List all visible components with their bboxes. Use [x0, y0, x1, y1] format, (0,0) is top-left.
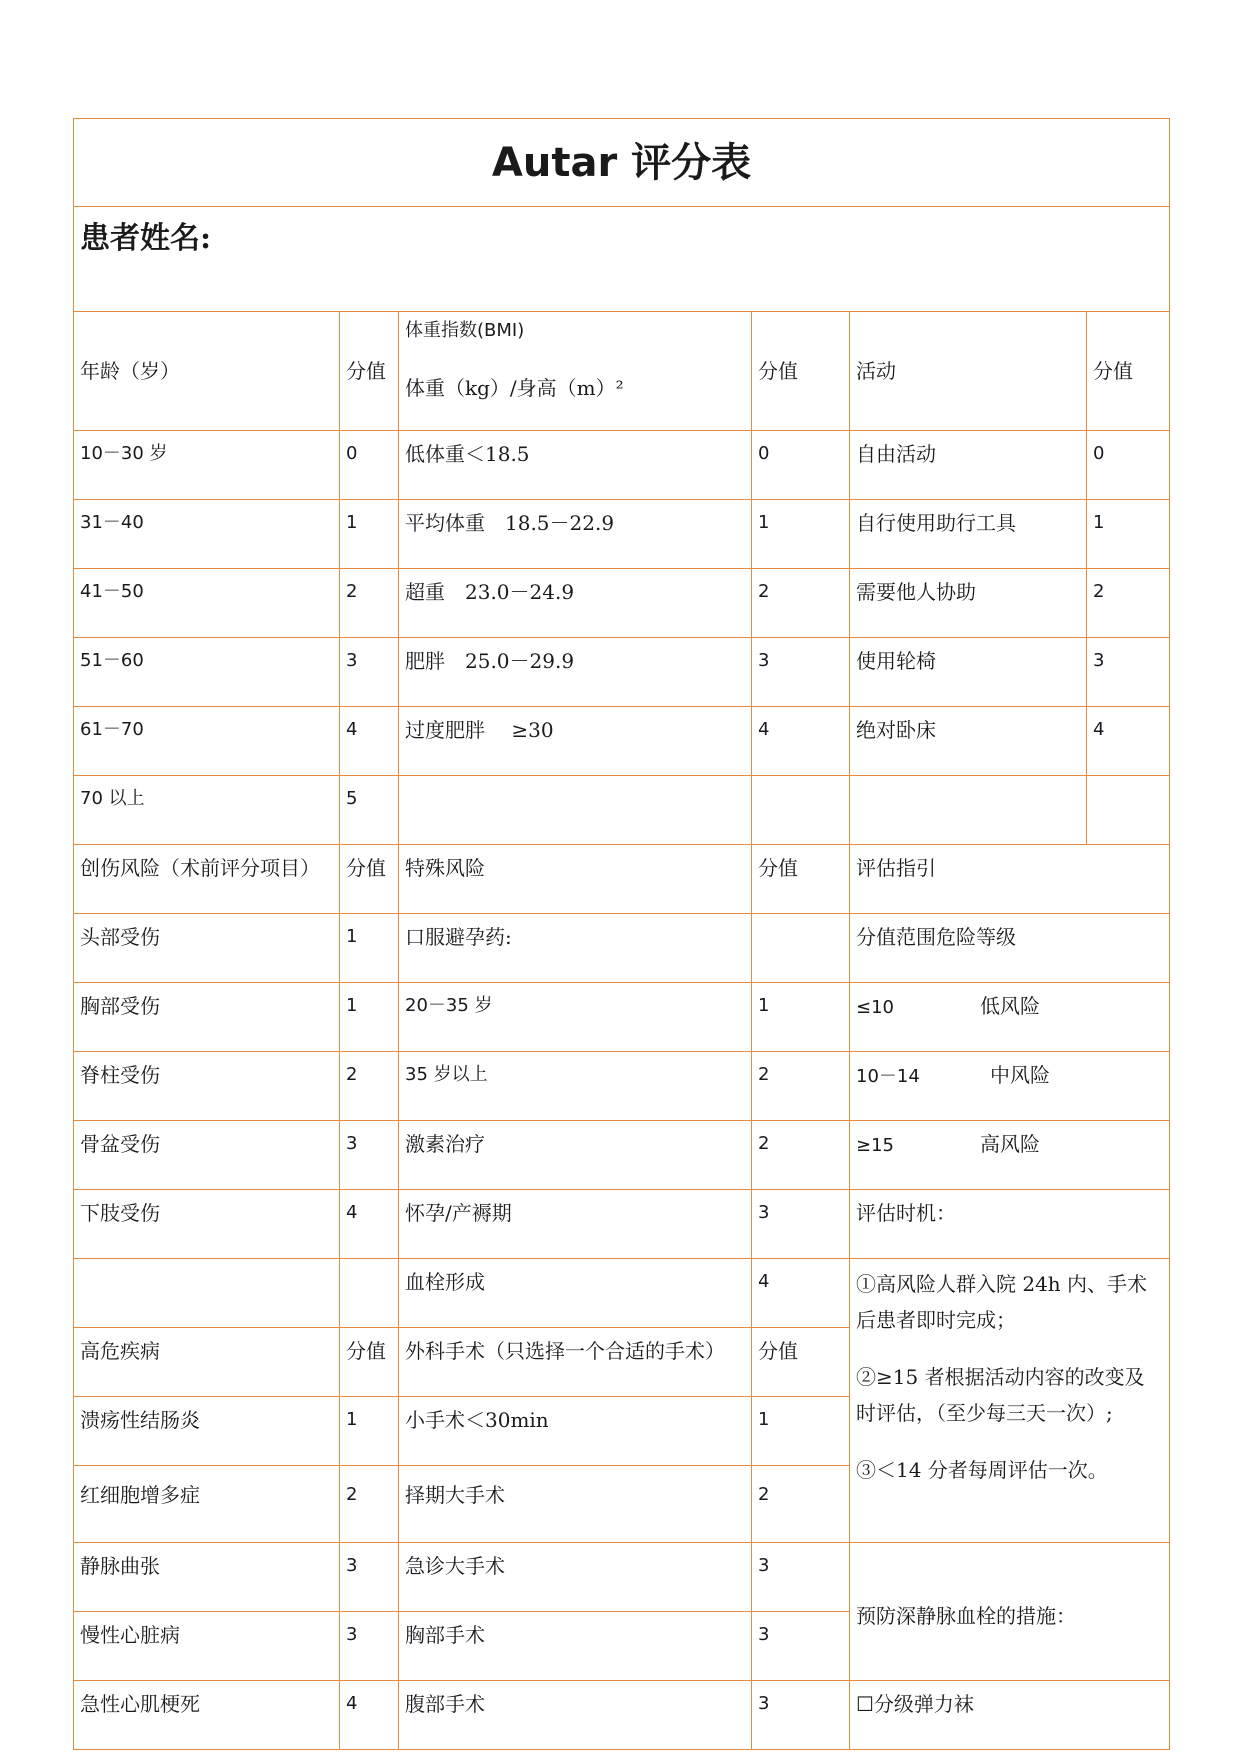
- trauma-item: 头部受伤: [74, 914, 340, 983]
- risk-level-row: [850, 1052, 1170, 1121]
- age-range: 70 以上: [74, 776, 340, 845]
- guide-range-header: 分值范围危险等级: [850, 914, 1170, 983]
- special-risk-score: 1: [752, 983, 850, 1052]
- special-risk-score: [752, 914, 850, 983]
- special-risk-item: 35 岁以上: [399, 1052, 752, 1121]
- age-range: 10－30 岁: [74, 431, 340, 500]
- age-header: 年龄（岁）: [74, 312, 340, 431]
- disease-score: 1: [340, 1397, 399, 1466]
- trauma-header: 创伤风险（术前评分项目）: [74, 845, 340, 914]
- age-range: 61－70: [74, 707, 340, 776]
- bmi-header-line1: 体重指数(BMI): [405, 320, 525, 341]
- risk-range: ≥15: [856, 1135, 894, 1156]
- disease-score-header: 分值: [340, 1328, 399, 1397]
- disease-score: 3: [340, 1612, 399, 1681]
- table-row: [74, 983, 1170, 1052]
- activity-level: 使用轮椅: [850, 638, 1087, 707]
- table-row: [74, 1259, 1170, 1328]
- trauma-score: 2: [340, 1052, 399, 1121]
- disease-item: 溃疡性结肠炎: [74, 1397, 340, 1466]
- activity-level: 自由活动: [850, 431, 1087, 500]
- activity-score: 4: [1087, 707, 1170, 776]
- disease-score: 3: [340, 1543, 399, 1612]
- table-row: [74, 638, 1170, 707]
- activity-level: [850, 776, 1087, 845]
- bmi-category: 平均体重 18.5－22.9: [399, 500, 752, 569]
- age-score: 2: [340, 569, 399, 638]
- activity-score: 1: [1087, 500, 1170, 569]
- surgery-item: 腹部手术: [399, 1681, 752, 1750]
- surgery-score: 2: [752, 1466, 850, 1543]
- special-risk-score: 3: [752, 1190, 850, 1259]
- trauma-item: 胸部受伤: [74, 983, 340, 1052]
- surgery-item: 择期大手术: [399, 1466, 752, 1543]
- surgery-item: 胸部手术: [399, 1612, 752, 1681]
- surgery-score-header: 分值: [752, 1328, 850, 1397]
- surgery-score: 3: [752, 1612, 850, 1681]
- age-score: 5: [340, 776, 399, 845]
- age-range: 31－40: [74, 500, 340, 569]
- disease-item: 急性心肌梗死: [74, 1681, 340, 1750]
- disease-item: 静脉曲张: [74, 1543, 340, 1612]
- timing-item: ②≥15 者根据活动内容的改变及时评估，（至少每三天一次）;: [856, 1365, 1145, 1425]
- prevention-item-stockings[interactable]: ☐分级弹力袜: [850, 1681, 1170, 1750]
- timing-item: ①高风险人群入院 24h 内、手术后患者即时完成；: [856, 1272, 1148, 1332]
- surgery-score: 3: [752, 1681, 850, 1750]
- bmi-score: 3: [752, 638, 850, 707]
- activity-score: [1087, 776, 1170, 845]
- disease-item: 红细胞增多症: [74, 1466, 340, 1543]
- activity-level: 自行使用助行工具: [850, 500, 1087, 569]
- bmi-score: 2: [752, 569, 850, 638]
- bmi-score: 4: [752, 707, 850, 776]
- bmi-header: [399, 312, 752, 431]
- table-row: [74, 569, 1170, 638]
- trauma-score: 1: [340, 914, 399, 983]
- trauma-score-empty: [340, 1259, 399, 1328]
- age-score: 4: [340, 707, 399, 776]
- trauma-item: 脊柱受伤: [74, 1052, 340, 1121]
- timing-item: ③＜14 分者每周评估一次。: [856, 1458, 1108, 1482]
- autar-score-sheet: [73, 118, 1169, 1750]
- trauma-item: 下肢受伤: [74, 1190, 340, 1259]
- autar-table: [73, 118, 1170, 1750]
- trauma-score: 1: [340, 983, 399, 1052]
- special-risk-score: 4: [752, 1259, 850, 1328]
- special-risk-score: 2: [752, 1121, 850, 1190]
- page-title: Autar 评分表: [74, 119, 1170, 207]
- table-row: [74, 500, 1170, 569]
- bmi-category: 超重 23.0－24.9: [399, 569, 752, 638]
- surgery-score: 1: [752, 1397, 850, 1466]
- trauma-score: 4: [340, 1190, 399, 1259]
- risk-level: 高风险: [980, 1132, 1040, 1156]
- bmi-category: [399, 776, 752, 845]
- disease-header: 高危疾病: [74, 1328, 340, 1397]
- age-score: 0: [340, 431, 399, 500]
- table-row: [74, 1543, 1170, 1612]
- risk-level: 低风险: [980, 994, 1040, 1018]
- disease-score: 4: [340, 1681, 399, 1750]
- risk-range: 10－14: [856, 1066, 920, 1087]
- activity-level: 绝对卧床: [850, 707, 1087, 776]
- special-score-header: 分值: [752, 845, 850, 914]
- disease-score: 2: [340, 1466, 399, 1543]
- guide-header: 评估指引: [850, 845, 1170, 914]
- trauma-score-header: 分值: [340, 845, 399, 914]
- surgery-score: 3: [752, 1543, 850, 1612]
- bmi-score: 1: [752, 500, 850, 569]
- special-risk-score: 2: [752, 1052, 850, 1121]
- special-risk-item: 口服避孕药:: [399, 914, 752, 983]
- disease-item: 慢性心脏病: [74, 1612, 340, 1681]
- bmi-header-line2: 体重（kg）/身高（m）²: [405, 376, 624, 400]
- bmi-category: 肥胖 25.0－29.9: [399, 638, 752, 707]
- bmi-score: [752, 776, 850, 845]
- special-risk-item: 血栓形成: [399, 1259, 752, 1328]
- risk-range: ≤10: [856, 997, 894, 1018]
- activity-score: 2: [1087, 569, 1170, 638]
- table-row: [74, 431, 1170, 500]
- risk-level-row: [850, 983, 1170, 1052]
- table-row: [74, 1052, 1170, 1121]
- table-row: [74, 1121, 1170, 1190]
- age-score: 3: [340, 638, 399, 707]
- table-row: [74, 1190, 1170, 1259]
- age-range: 51－60: [74, 638, 340, 707]
- patient-name-label: 患者姓名:: [74, 207, 1170, 312]
- surgery-item: 小手术＜30min: [399, 1397, 752, 1466]
- timing-guide: [850, 1259, 1170, 1543]
- activity-score: 0: [1087, 431, 1170, 500]
- table-row: [74, 1681, 1170, 1750]
- special-risk-item: 20－35 岁: [399, 983, 752, 1052]
- trauma-item-empty: [74, 1259, 340, 1328]
- age-range: 41－50: [74, 569, 340, 638]
- activity-score: 3: [1087, 638, 1170, 707]
- risk-level: 中风险: [990, 1063, 1050, 1087]
- trauma-score: 3: [340, 1121, 399, 1190]
- surgery-header: 外科手术（只选择一个合适的手术）: [399, 1328, 752, 1397]
- table-row: [74, 707, 1170, 776]
- trauma-item: 骨盆受伤: [74, 1121, 340, 1190]
- activity-header: 活动: [850, 312, 1087, 431]
- bmi-score: 0: [752, 431, 850, 500]
- age-score: 1: [340, 500, 399, 569]
- table-row: [74, 776, 1170, 845]
- bmi-score-header: 分值: [752, 312, 850, 431]
- special-risk-item: 激素治疗: [399, 1121, 752, 1190]
- bmi-category: 过度肥胖 ≥30: [399, 707, 752, 776]
- bmi-category: 低体重＜18.5: [399, 431, 752, 500]
- surgery-item: 急诊大手术: [399, 1543, 752, 1612]
- prevention-header: 预防深静脉血栓的措施：: [850, 1543, 1170, 1681]
- special-risk-item: 怀孕/产褥期: [399, 1190, 752, 1259]
- table-row: [74, 845, 1170, 914]
- special-risk-header: 特殊风险: [399, 845, 752, 914]
- risk-level-row: [850, 1121, 1170, 1190]
- timing-header: 评估时机：: [850, 1190, 1170, 1259]
- activity-level: 需要他人协助: [850, 569, 1087, 638]
- age-score-header: 分值: [340, 312, 399, 431]
- activity-score-header: 分值: [1087, 312, 1170, 431]
- table-row: [74, 914, 1170, 983]
